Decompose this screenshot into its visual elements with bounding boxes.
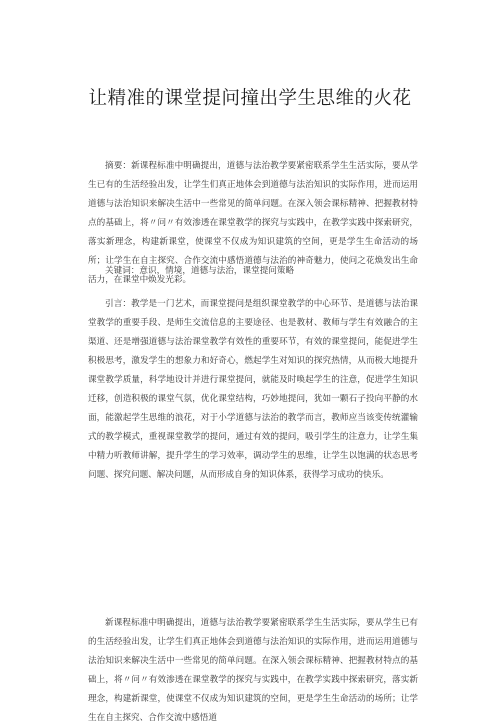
document-title: 让精准的课堂提问撞出学生思维的火花 [88,88,412,109]
abstract-paragraph: 摘要：新课程标准中明确提出，道德与法治教学要紧密联系学生生活实际，要从学生已有的生活经验出发，让学生们真正地体会到道德与法治知识的实际作用，进而运用道德与法治知识来解决生活中一些常见的简单问题。在深入领会课标精神、把握教材特点的基础上，将〃问〃有效渗透在课堂教学的探究与实践中，在教学实践中探索研究，落实新理念，构建新课堂，使课堂不仅成为知识建筑的空间，更是学生生命活动的场所；让学生在自主探究、合作交流中感悟道德与法治的神奇魅力，使问之花焕发出生命活力，在课堂中焕发光彩。 [88,161,418,285]
keywords-line: 关键词：意识，情境，道德与法治，课堂提问策略 [105,266,295,276]
body-paragraph: 新课程标准中明确提出，道德与法治教学要紧密联系学生生活实际，要从学生已有的生活经验出发，让学生们真正地体会到道德与法治知识的实际作用，进而运用道德与法治知识来解决生活中一些常见的简单问题。在深入领会课标精神、把握教材特点的基础上，将〃问〃有效渗透在课堂教学的探究与实践中，在教学实践中探索研究，落实新理念，构建新课堂，使课堂不仅成为知识建筑的空间，更是学生生命活动的场所；让学生在自主探究、合作交流中感悟道 [88,618,418,723]
introduction-paragraph: 引言：教学是一门艺术，而课堂提问是组织课堂教学的中心环节、是道德与法治课堂教学的重要手段、是师生交流信息的主要途径、也是教材、教师与学生有效融合的主渠道、还是增强道德与法治课堂教学有效性的重要环节，有效的课堂提问，能促进学生积极思考，激发学生的想象力和好奇心，燃起学生对知识的探究热情，从而极大地提升课堂教学质量，科学地设计并进行课堂提问，就能及时唤起学生的注意，促进学生知识迁移，创造积极的课堂气氛，优化课堂结构，巧妙地提问，犹如一颗石子投向平静的水面，能激起学生思维的浪花，对于小学道德与法治的教学而言，教师应当该变传统灌输式的教学模式，重视课堂教学的提问，通过有效的提问，吸引学生的注意力，让学生集中精力听教师讲解，提升学生的学习效率，调动学生的思维，让学生以饱满的状态思考问题、探究问题、解决问题，从而形成自身的知识体系，获得学习成功的快乐。 [88,299,418,480]
